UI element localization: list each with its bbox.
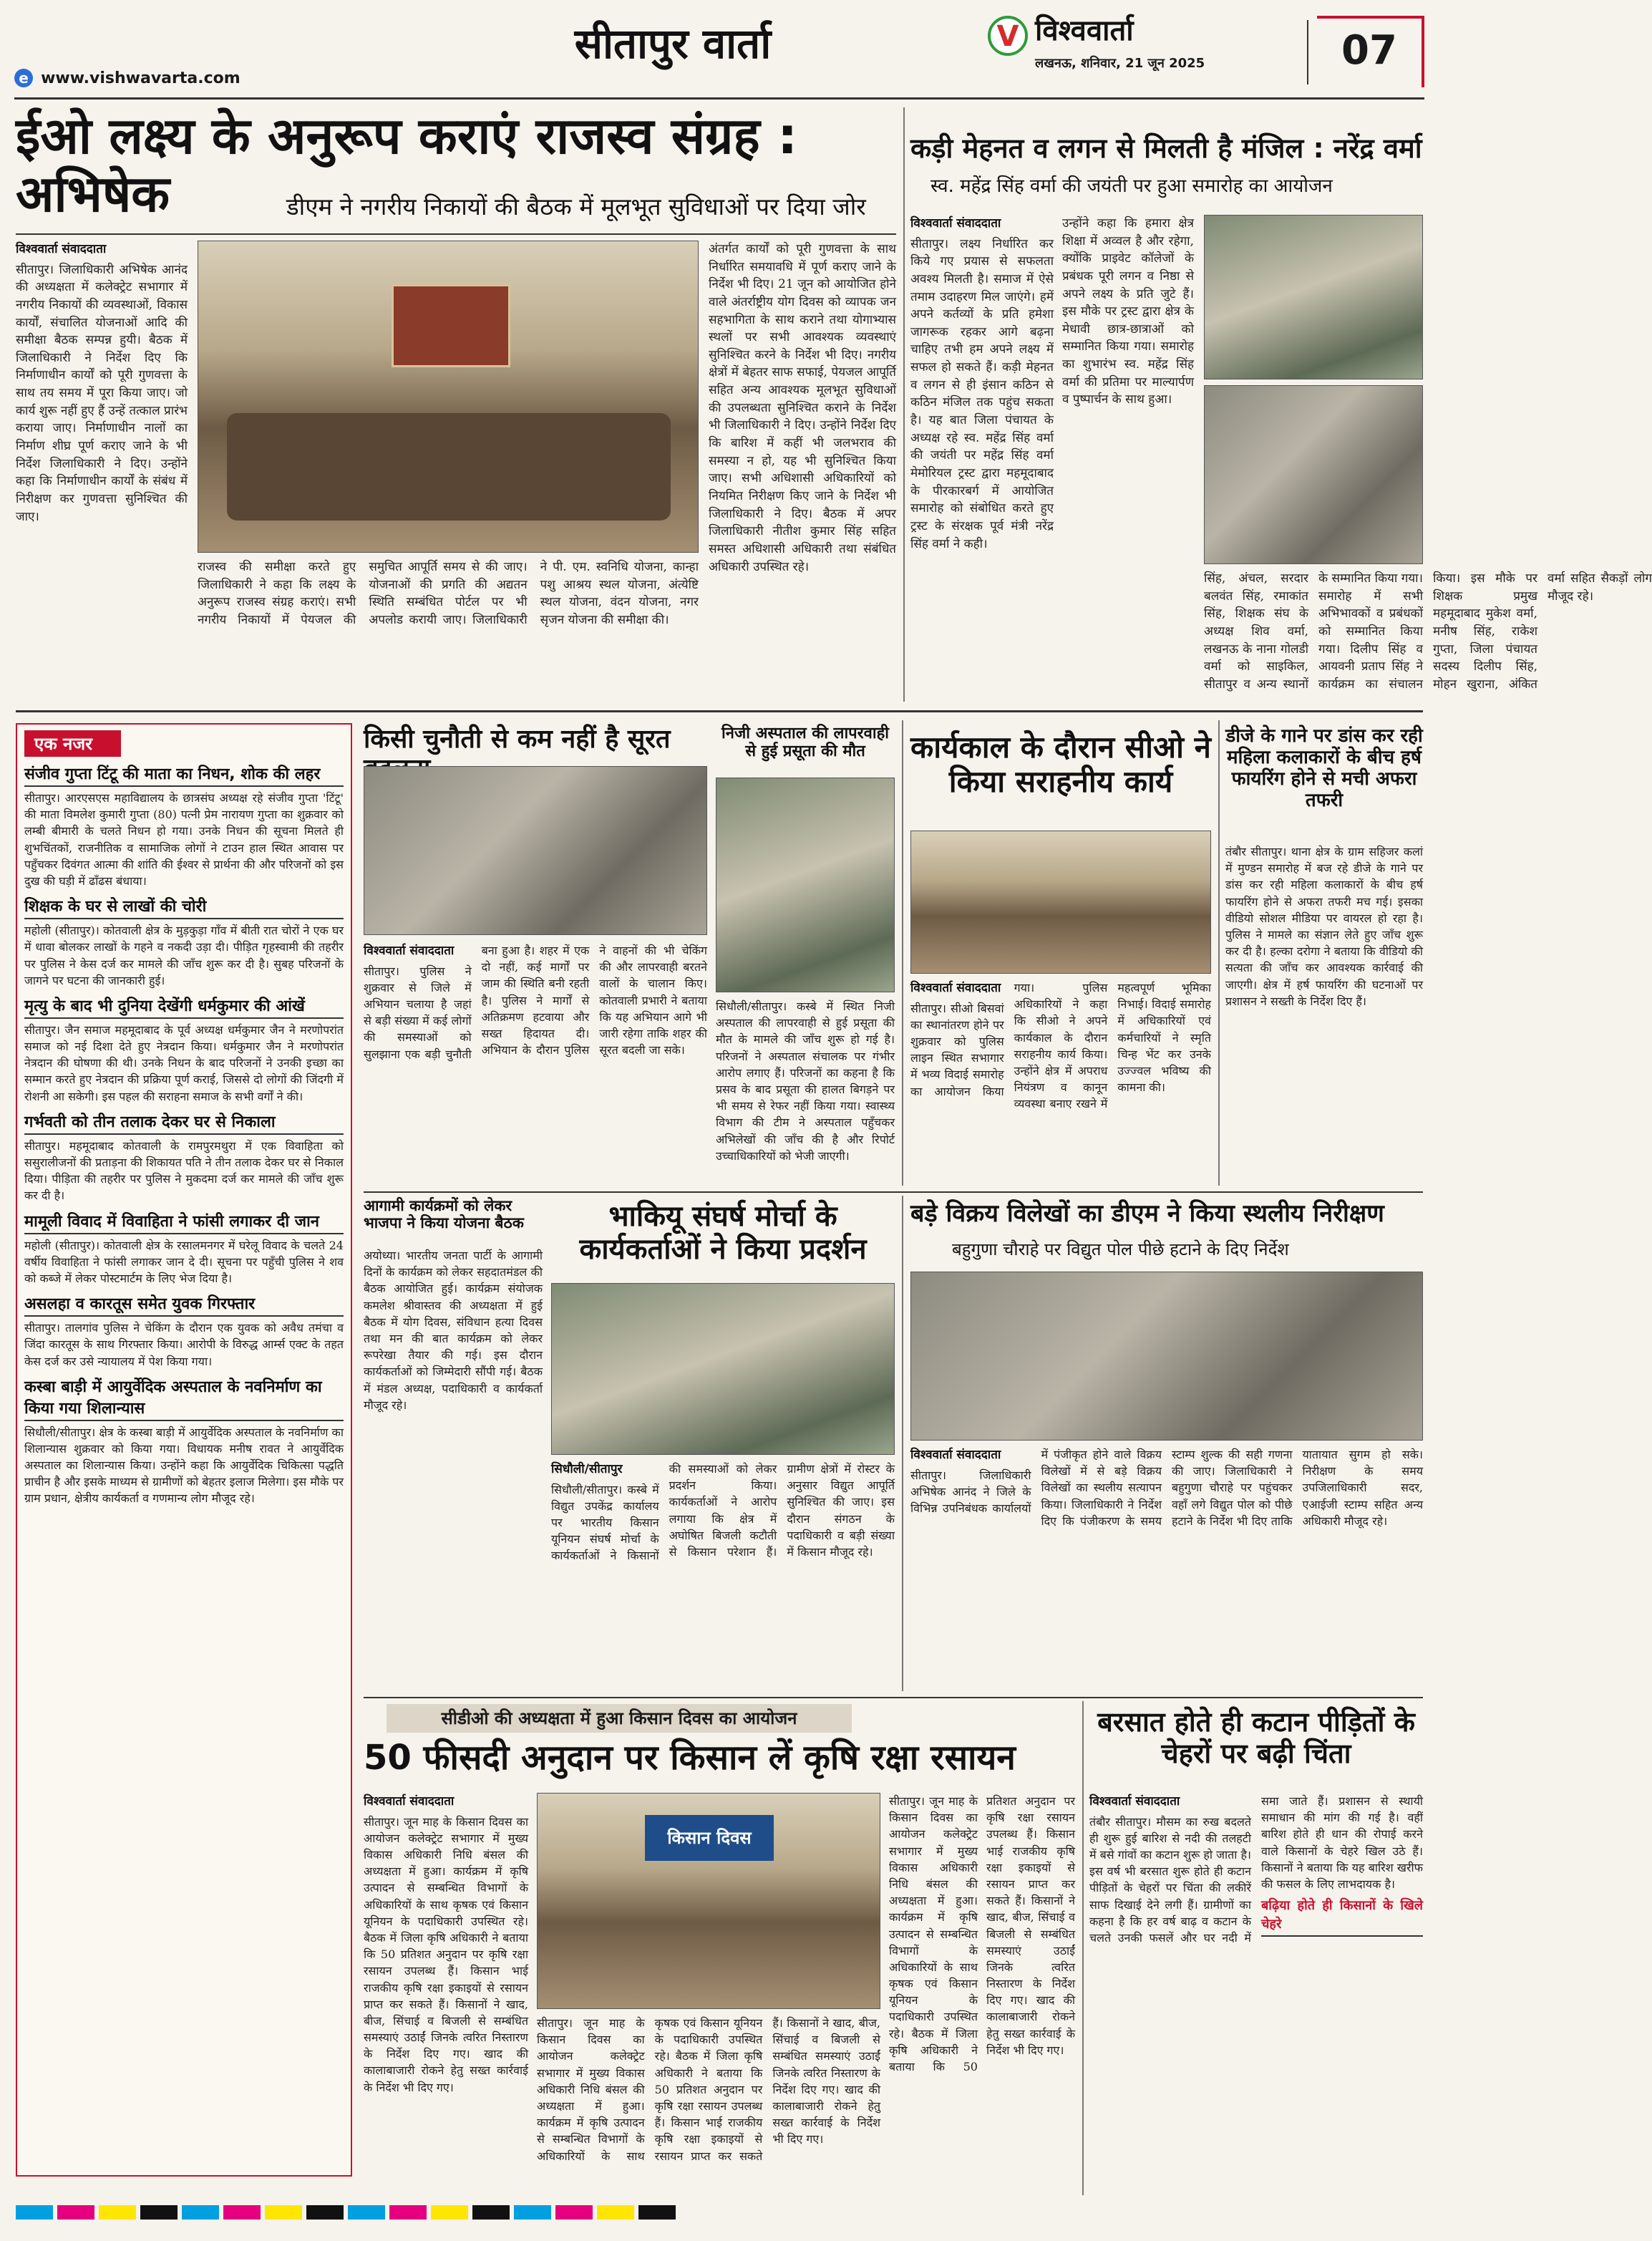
dm-vrule — [902, 1196, 903, 1691]
katan-text: तंबौर सीतापुर। मौसम का रुख बदलते ही शुरू हुई बारिश से नदी की तलहटी में बसे गांवों का कटान शुरू हो जाता है। इस वर्ष भी बरसात शुरू होते ही कटान पीड़ितों के चेहरों पर चिंता की लकीरें साफ दिखाई देने लगी हैं। ग्रामीणों का कहना है कि हर वर्ष बाढ़ व कटान के चलते उनकी फसलें और घर नदी में समा जाते हैं। प्रशासन से स्थायी समाधान की मांग की गई है। वहीं बारिश होते ही धान की रोपाई करने वाले किसानों के चेहरे खिल उठे हैं। किसानों ने बताया कि यह बारिश खरीफ की फसल के लिए लाभदायक है। — [1089, 1794, 1423, 1945]
agami-text: अयोध्या। भारतीय जनता पार्टी के आगामी दिनों के कार्यक्रम को लेकर सहदातमंडल की बैठक आयोजित हुई। कार्यक्रम संयोजक कमलेश श्रीवास्तव की अध्यक्षता में हुई बैठक में योग दिवस, संविधान हत्या दिवस तथा मन की बात कार्यक्रम को लेकर रूपरेखा तैयार की गई। इस दौरान कार्यकर्ताओं को जिम्मेदारी सौंपी गई। बैठक में मंडल अध्यक्ष, पदाधिकारी व कार्यकर्ता मौजूद रहे। — [364, 1249, 543, 1412]
reg-swatch — [140, 2205, 178, 2220]
katan-subheading: बढ़िया होते ही किसानों के खिले चेहरे — [1261, 1897, 1423, 1937]
reg-swatch — [16, 2205, 53, 2220]
meeting-table — [227, 413, 671, 521]
surat-photo — [364, 766, 707, 935]
kisan-col-3 — [889, 1793, 1075, 2194]
dm-inspect-subhead: बहुगुणा चौराहे पर विद्युत पोल पीछे हटाने के दिए निर्देश — [952, 1239, 1289, 1259]
reg-swatch — [555, 2205, 593, 2220]
reg-swatch — [472, 2205, 510, 2220]
lead-meeting-photo — [198, 241, 699, 553]
section-rule-3 — [364, 1697, 1423, 1698]
kisan-text: सीतापुर। जून माह के किसान दिवस का आयोजन कलेक्ट्रेट सभागार में मुख्य विकास अधिकारी निधि बंसल की अध्यक्षता में हुआ। कार्यक्रम में कृषि उत्पादन से सम्बन्धित विभागों के अधिकारियों के साथ कृषक एवं किसान यूनियन के पदाधिकारी उपस्थित रहे। बैठक में जिला कृषि अधिकारी ने बताया कि 50 प्रतिशत अनुदान पर कृषि रक्षा रसायन उपलब्ध हैं। किसान भाई राजकीय कृषि रक्षा इकाइयों से रसायन प्राप्त कर सकते हैं। किसानों ने खाद, बीज, सिंचाई व बिजली से सम्बंधित समस्याएं उठाईं जिनके त्वरित निस्तारण के निर्देश दिए गए। खाद की कालाबाजारी रोकने हेतु सख्त कार्रवाई के निर्देश भी दिए गए। — [364, 1814, 528, 2094]
lead-text-2: राजस्व की समीक्षा करते हुए जिलाधिकारी ने कहा कि लक्ष्य के अनुरूप राजस्व संग्रह कराएं। सभी नगरीय निकायों में पेयजल की समुचित आपूर्ति समय से की जाए। योजनाओं की प्रगति की अद्यतन स्थिति सम्बंधित पोर्टल पर भी अपलोड करायी जाए। जिलाधिकारी ने पी. एम. स्वनिधि योजना, कान्हा पशु आश्रय स्थल योजना, अंत्येष्टि स्थल योजना, वंदन योजना, नगर सृजन योजना की समीक्षा की। — [198, 560, 699, 627]
reg-swatch — [99, 2205, 136, 2220]
bhakiyu-headline: भाकियू संघर्ष मोर्चा के कार्यकर्ताओं ने किया प्रदर्शन — [579, 1200, 867, 1266]
top-right-text-3: सिंह, अंचल, सरदार बलवंत सिंह, रमाकांत सिंह, शिक्षक संघ के अध्यक्ष शिव वर्मा, लखनऊ के नाना गोलडी वर्मा को साइकिल, सीतापुर व अन्य स्थानों के सम्मानित किया गया। समारोह में सभी अभिभावकों व प्रबंधकों को सम्मानित किया गया। दिलीप सिंह व आयवनी प्रताप सिंह ने कार्यक्रम का संचालन किया। इस मौके पर शिक्षक प्रमुख महमूदाबाद मुकेश वर्मा, मनीष सिंह, राकेश गुप्ता, जिला पंचायत सदस्य दिलीप सिंह, मोहन खुराना, अंकित वर्मा सहित सैकड़ों लोग मौजूद रहे। — [1204, 571, 1652, 692]
ek-nazar-box — [16, 723, 352, 2177]
top-right-col-3 — [1204, 570, 1652, 703]
section-rule-2 — [364, 1191, 1423, 1193]
dm-inspect-body — [910, 1446, 1423, 1691]
surat-text: सीतापुर। पुलिस ने शुक्रवार से जिले में अभियान चलाया है जहां से बड़ी संख्या में कई लोगों की समस्याओं को सुलझाना एक बड़ी चुनौती बना हुआ है। शहर में एक दो नहीं, कई मार्गों पर जाम की स्थिति बनी रहती है। पुलिस ने मार्गों से अतिक्रमण हटवाया और सख्त हिदायत दी। अभियान के दौरान पुलिस ने वाहनों की भी चेकिंग की और लापरवाही बरतने वालों के चालान किए। कोतवाली प्रभारी ने बताया कि यह अभियान आगे भी जारी रहेगा ताकि शहर की सूरत बदली जा सके। — [364, 944, 707, 1061]
reg-swatch — [389, 2205, 427, 2220]
top-right-col-2 — [1062, 215, 1194, 702]
top-right-photo-1 — [1204, 215, 1423, 379]
kisan-headline: 50 फीसदी अनुदान पर किसान लें कृषि रक्षा रसायन — [364, 1738, 1016, 1778]
agami-headline: आगामी कार्यक्रमों को लेकर भाजपा ने किया योजना बैठक — [364, 1197, 524, 1232]
katan-body — [1089, 1793, 1423, 2194]
dj-vrule — [1218, 720, 1220, 1186]
page-number-box — [1317, 16, 1424, 87]
ek-nazar-item-title: गर्भवती को तीन तलाक देकर घर से निकाला — [24, 1110, 344, 1135]
kisan-text-repeat: सीतापुर। जून माह के किसान दिवस का आयोजन कलेक्ट्रेट सभागार में मुख्य विकास अधिकारी निधि बंसल की अध्यक्षता में हुआ। कार्यक्रम में कृषि उत्पादन से सम्बन्धित विभागों के अधिकारियों के साथ कृषक एवं किसान यूनियन के पदाधिकारी उपस्थित रहे। बैठक में जिला कृषि अधिकारी ने बताया कि 50 प्रतिशत अनुदान पर कृषि रक्षा रसायन उपलब्ध हैं। किसान भाई राजकीय कृषि रक्षा इकाइयों से रसायन प्राप्त कर सकते हैं। किसानों ने खाद, बीज, सिंचाई व बिजली से सम्बंधित समस्याएं उठाईं जिनके त्वरित निस्तारण के निर्देश दिए गए। खाद की कालाबाजारी रोकने हेतु सख्त कार्रवाई के निर्देश भी दिए गए। — [537, 2016, 880, 2163]
top-right-photo-2 — [1204, 385, 1423, 564]
lead-col-1 — [16, 241, 188, 703]
ek-nazar-item-title: मामूली विवाद में विवाहिता ने फांसी लगाकर दी जान — [24, 1210, 344, 1234]
dm-inspect-headline: बड़े विक्रय विलेखों का डीएम ने किया स्थलीय निरीक्षण — [910, 1199, 1384, 1228]
top-right-text-1: सीतापुर। लक्ष्य निर्धारित कर किये गए प्रयास से सफलता अवश्य मिलती है। समाज में ऐसे तमाम उदाहरण मिल जाएंगे। हमें अपने कर्तव्यों के प्रति हमेशा जागरूक रहकर आगे बढ़ना चाहिए तभी हम अपने लक्ष्य में सफल हो सकते हैं। कड़ी मेहनत व लगन से ही इंसान कठिन से कठिन मंजिल तक पहुंच सकता है। यह बात जिला पंचायत के अध्यक्ष रहे स्व. महेंद्र सिंह वर्मा की जयंती पर महेंद्र सिंह वर्मा मेमोरियल ट्रस्ट द्वारा महमूदाबाद के पीरकारबर्ग में आयोजित समारोह को संबोधित करते हुए ट्रस्ट के संरक्षक पूर्व मंत्री नरेंद्र सिंह वर्मा ने कही। — [910, 236, 1054, 551]
masthead-vrule — [1307, 20, 1308, 84]
dj-headline: डीजे के गाने पर डांस कर रही महिला कलाकारों के बीच हर्ष फायरिंग होने से मची अफरा तफरी — [1225, 725, 1423, 811]
bhakiyu-body — [551, 1461, 895, 1691]
katan-vrule — [1082, 1701, 1084, 2195]
hospital-body — [716, 998, 895, 1186]
ek-nazar-item — [24, 1210, 344, 1287]
lead-rule — [16, 233, 896, 235]
color-registration-bar — [16, 2205, 1423, 2227]
dj-body — [1225, 843, 1423, 1186]
katan-headline: बरसात होते ही कटान पीड़ितों के चेहरों पर बढ़ी चिंता — [1097, 1706, 1415, 1769]
ek-nazar-item — [24, 994, 344, 1105]
top-right-vrule — [903, 107, 905, 702]
sio-photo — [910, 831, 1211, 974]
reg-swatch — [265, 2205, 302, 2220]
reg-swatch — [597, 2205, 634, 2220]
ek-nazar-item-text: महोली (सीतापुर)। कोतवाली क्षेत्र के रसालमनगर में घरेलू विवाद के चलते 24 वर्षीय विवाहिता ने फांसी लगाकर जान दे दी। सूचना पर पहुँची पुलिस ने शव को कब्जे में लेकर पोस्टमार्टम के लिए भेज दिया है। — [24, 1238, 344, 1285]
sio-vrule — [902, 720, 903, 1186]
reg-swatch — [306, 2205, 344, 2220]
ek-nazar-item-text: महोली (सीतापुर)। कोतवाली क्षेत्र के मुड़कुड़ा गाँव में बीती रात चोरों ने एक घर में धावा बोलकर लाखों के गहने व नकदी उड़ा दी। पीड़ित गृहस्वामी की तहरीर पर पुलिस ने केस दर्ज कर मामले की जाँच शुरू कर दी है। सुबह परिजनों के जागने पर घटना की जानकारी हुई। — [24, 924, 344, 987]
reg-swatch — [638, 2205, 676, 2220]
ek-nazar-item-title: कस्बा बाड़ी में आयुर्वेदिक अस्पताल के नवनिर्माण का किया गया शिलान्यास — [24, 1375, 344, 1421]
top-right-subhead: स्व. महेंद्र सिंह वर्मा की जयंती पर हुआ समारोह का आयोजन — [931, 175, 1333, 197]
lead-col-2 — [198, 558, 699, 702]
ek-nazar-item-text: सीतापुर। महमूदाबाद कोतवाली के रामपुरमथुरा में एक विवाहिता को ससुरालीजनों की प्रताड़ना की शिकायत पति ने तीन तलाक देकर घर से निकाल दिया। पीड़िता की तहरीर पर पुलिस ने मुकदमा दर्ज कर मामले की जाँच शुरू कर दी है। — [24, 1138, 344, 1203]
ek-nazar-item-title: मृत्यु के बाद भी दुनिया देखेंगी धर्मकुमार की आंखें — [24, 994, 344, 1019]
ek-nazar-item — [24, 763, 344, 889]
surat-byline: विश्ववार्ता संवाददाता — [364, 944, 455, 958]
ek-nazar-item-text: सीतापुर। जैन समाज महमूदाबाद के पूर्व अध्यक्ष धर्मकुमार जैन ने मरणोपरांत समाज को नई दिशा देते हुए नेत्रदान किया। धर्मकुमार जैन ने मरणोपरांत नेत्रदान की घोषणा की थी। उनके निधन के बाद परिजनों ने उनकी इच्छा का सम्मान करते हुए नेत्रदान की प्रक्रिया पूर्ण कराई, जिससे दो लोगों की जिंदगी में रोशनी आ सकेगी। इस पहल की सराहना समाज के सभी वर्गों ने की। — [24, 1022, 344, 1103]
surat-headline: किसी चुनौती से कम नहीं है सूरत — [364, 725, 671, 754]
reg-swatch — [57, 2205, 94, 2220]
ek-nazar-label: एक नजर — [24, 730, 121, 757]
reg-swatch — [514, 2205, 551, 2220]
bhakiyu-byline: सिधौली/सीतापुर — [551, 1462, 623, 1476]
lead-headline: ईओ लक्ष्य के अनुरूप कराएं राजस्व संग्रह : अभिषेक — [16, 107, 798, 223]
section-title: सीतापुर वार्ता — [574, 19, 772, 68]
agami-body — [364, 1247, 543, 1691]
top-right-byline: विश्ववार्ता संवाददाता — [910, 216, 1001, 231]
masthead-rule — [14, 97, 1424, 100]
lead-text-3: अंतर्गत कार्यों को पूरी गुणवत्ता के साथ निर्धारित समयावधि में पूर्ण कराए जाने के निर्देश भी दिए। 21 जून को आयोजित होने वाले अंतर्राष्ट्रीय योग दिवस को व्यापक जन सहभागिता के साथ कराने तथा योगाभ्यास स्थलों पर सभी आवश्यक व्यवस्थाएं सुनिश्चित करने के निर्देश भी दिए। नगरीय क्षेत्रों में बेहतर साफ सफाई, पेयजल आपूर्ति सहित अन्य आवश्यक मूलभूत सुविधाओं की उपलब्धता सुनिश्चित कराने के निर्देश भी जिलाधिकारी ने दिए। उन्होंने निर्देश दिए कि बारिश में कहीं भी जलभराव की समस्या न हो, यह भी सुनिश्चित किया जाए। सभी अधिशासी अधिकारियों को नियमित निरीक्षण किए जाने के निर्देश भी जिलाधिकारी ने दिए। बैठक में अपर जिलाधिकारी नीतीश कुमार सिंह सहित समस्त अधिशासी अधिकारी तथा संबंधित अधिकारी उपस्थित रहे। — [709, 242, 896, 574]
ek-nazar-item-title: असलहा व कारतूस समेत युवक गिरफ्तार — [24, 1292, 344, 1317]
kisan-text-more: सीतापुर। जून माह के किसान दिवस का आयोजन कलेक्ट्रेट सभागार में मुख्य विकास अधिकारी निधि बंसल की अध्यक्षता में हुआ। कार्यक्रम में कृषि उत्पादन से सम्बन्धित विभागों के अधिकारियों के साथ कृषक एवं किसान यूनियन के पदाधिकारी उपस्थित रहे। बैठक में जिला कृषि अधिकारी ने बताया कि 50 प्रतिशत अनुदान पर कृषि रक्षा रसायन उपलब्ध हैं। किसान भाई राजकीय कृषि रक्षा इकाइयों से रसायन प्राप्त कर सकते हैं। किसानों ने खाद, बीज, सिंचाई व बिजली से सम्बंधित समस्याएं उठाईं जिनके त्वरित निस्तारण के निर्देश दिए गए। खाद की कालाबाजारी रोकने हेतु सख्त कार्रवाई के निर्देश भी दिए गए। — [889, 1794, 1075, 2073]
reg-swatch — [431, 2205, 468, 2220]
hospital-photo — [716, 778, 895, 992]
v-logo-icon: V — [996, 20, 1019, 53]
lead-col-3 — [709, 241, 896, 703]
kisan-col-2 — [537, 2015, 880, 2194]
dm-inspect-text: सीतापुर। जिलाधिकारी अभिषेक आनंद ने जिले के विभिन्न उपनिबंधक कार्यालयों में पंजीकृत होने वाले विक्रय विलेखों में से बड़े विक्रय विलेखों का स्थलीय सत्यापन किया। जिलाधिकारी ने निर्देश दिए कि पंजीकरण के समय स्टाम्प शुल्क की सही गणना की जाए। जिलाधिकारी ने बहुगुणा चौराहे पर पहुंचकर वहाँ लगे विद्युत पोल को पीछे हटाने के निर्देश भी दिए ताकि यातायात सुगम हो सके। निरीक्षण के समय उपजिलाधिकारी सदर, एआईजी स्टाम्प सहित अन्य अधिकारी मौजूद रहे। — [910, 1448, 1423, 1528]
reg-swatch — [348, 2205, 385, 2220]
dateline: लखनऊ, शनिवार, 21 जून 2025 — [1035, 56, 1205, 71]
surat-body — [364, 942, 707, 1186]
kisan-photo — [537, 1793, 880, 2009]
top-right-text-2: उन्होंने कहा कि हमारा क्षेत्र शिक्षा में अव्वल है और रहेगा, क्योंकि प्राइवेट कॉलेजों के प्रबंधक पूरी लगन व निष्ठा से अपने लक्ष्य के प्रति जुटे हैं। इस मौके पर ट्रस्ट द्वारा क्षेत्र के मेधावी छात्र-छात्राओं को सम्मानित किया गया। समारोह का शुभारंभ स्व. महेंद्र सिंह वर्मा की प्रतिमा पर माल्यार्पण व पुष्पार्चन के साथ हुआ। — [1062, 216, 1194, 407]
website-bar — [14, 69, 315, 95]
sio-text: सीतापुर। सीओ बिसवां का स्थानांतरण होने पर शुक्रवार को पुलिस लाइन स्थित सभागार में भव्य विदाई समारोह का आयोजन किया गया। पुलिस अधिकारियों ने कहा कि सीओ ने अपने कार्यकाल के दौरान सराहनीय कार्य किया। उन्होंने क्षेत्र में अपराध नियंत्रण व कानून व्यवस्था बनाए रखने में महत्वपूर्ण भूमिका निभाई। विदाई समारोह में अधिकारियों एवं कर्मचारियों ने स्मृति चिन्ह भेंट कर उनके उज्ज्वल भविष्य की कामना की। — [910, 981, 1211, 1111]
lead-byline: विश्ववार्ता संवाददाता — [16, 242, 107, 256]
masthead — [0, 0, 1437, 100]
sio-byline: विश्ववार्ता संवाददाता — [910, 981, 1001, 995]
kisan-kicker: सीडीओ की अध्यक्षता में हुआ किसान दिवस का आयोजन — [387, 1704, 852, 1733]
lead-subhead: डीएम ने नगरीय निकायों की बैठक में मूलभूत सुविधाओं पर दिया जोर — [286, 193, 866, 221]
sio-headline: कार्यकाल के दौरान सीओ ने किया सराहनीय कार्य — [910, 730, 1211, 800]
ek-nazar-item — [24, 1110, 344, 1204]
section-rule-1 — [16, 710, 1423, 712]
page-number: 07 — [1341, 27, 1397, 74]
kisan-byline: विश्ववार्ता संवाददाता — [364, 1794, 455, 1809]
kisan-col-1 — [364, 1793, 528, 2194]
reg-swatch — [223, 2205, 261, 2220]
kisan-banner: किसान दिवस — [645, 1815, 774, 1861]
bhakiyu-text: सिधौली/सीतापुर। कस्बे में विद्युत उपकेंद्र कार्यालय पर भारतीय किसान यूनियन संघर्ष मोर्चा के कार्यकर्ताओं ने किसानों की समस्याओं को लेकर प्रदर्शन किया। कार्यकर्ताओं ने आरोप लगाया कि क्षेत्र में अघोषित बिजली कटौती से किसान परेशान हैं। ग्रामीण क्षेत्रों में रोस्टर के अनुसार विद्युत आपूर्ति सुनिश्चित की जाए। इस दौरान संगठन के पदाधिकारी व बड़ी संख्या में किसान मौजूद रहे। — [551, 1462, 895, 1563]
ek-nazar-item — [24, 1375, 344, 1507]
brand-name: विश्ववार्ता — [1035, 14, 1134, 47]
katan-byline: विश्ववार्ता संवाददाता — [1089, 1794, 1180, 1809]
ek-nazar-item-text: सीतापुर। तालगांव पुलिस ने चेकिंग के दौरान एक युवक को अवैध तमंचा व जिंदा कारतूस के साथ गिरफ्तार किया। आरोपी के विरुद्ध आर्म्स एक्ट के तहत केस दर्ज कर उसे न्यायालय में पेश किया गया। — [24, 1321, 344, 1368]
ek-nazar-item — [24, 895, 344, 989]
ek-nazar-item-title: शिक्षक के घर से लाखों की चोरी — [24, 895, 344, 919]
nameplate — [392, 284, 510, 367]
ek-nazar-item-title: संजीव गुप्ता टिंटू की माता का निधन, शोक की लहर — [24, 763, 344, 787]
ek-nazar-item-text: सीतापुर। आरएसएस महाविद्यालय के छात्रसंघ अध्यक्ष रहे संजीव गुप्ता 'टिंटू' की माता विमलेश कुमारी गुप्ता (80) पत्नी प्रेम नारायण गुप्ता का शुक्रवार को लम्बी बीमारी के चलते निधन हो गया। उनके निधन की सूचना मिलते ही शुभचिंतकों, राजनीतिक व सामाजिक लोगों ने टाउन हाल स्थित आवास पर पहुँचकर दिवंगत आत्मा की शांति की ईश्वर से प्रार्थना की और परिजनों को इस दुख की घड़ी में ढाँढस बंधाया। — [24, 791, 344, 888]
ek-nazar-item-text: सिधौली/सीतापुर। क्षेत्र के कस्बा बाड़ी में आयुर्वेदिक अस्पताल के नवनिर्माण का शिलान्यास शुक्रवार को किया गया। विधायक मनीष रावत ने आयुर्वेदिक अस्पताल का शिलान्यास किया। उन्होंने कहा कि आयुर्वेदिक चिकित्सा पद्धति प्राचीन है और इसके माध्यम से ग्रामीणों को बेहतर इलाज मिलेगा। इस मौके पर ग्राम प्रधान, क्षेत्रीय कार्यकर्ता व गणमान्य लोग मौजूद रहे। — [24, 1425, 344, 1506]
lead-text-1: सीतापुर। जिलाधिकारी अभिषेक आनंद की अध्यक्षता में कलेक्ट्रेट सभागार में नगरीय निकायों की व्यवस्थाओं, विकास कार्यों, संचालित योजनाओं आदि की समीक्षा बैठक सम्पन्न हुयी। बैठक में जिलाधिकारी ने निर्देश दिए कि निर्माणाधीन कार्यों को पूरी गुणवत्ता के साथ तय समय में पूरा किया जाए। जो कार्य शुरू नहीं हुए हैं उन्हें तत्काल प्रारंभ कराया जाए। निर्माणाधीन नालों का निर्माण शीघ्र पूर्ण कराए जाने के भी निर्देश जिलाधिकारी ने दिए। उन्होंने कहा कि निर्माणाधीन कार्यों के संबंध में निरीक्षण कर गुणवत्ता सुनिश्चित की जाए। — [16, 262, 188, 524]
dm-inspect-photo — [910, 1272, 1423, 1441]
ek-nazar-item — [24, 1292, 344, 1370]
top-right-col-1 — [910, 215, 1054, 702]
ie-logo-icon: e — [14, 69, 33, 87]
dm-inspect-byline: विश्ववार्ता संवाददाता — [910, 1448, 1001, 1462]
website-url[interactable]: www.vishwavarta.com — [41, 69, 240, 87]
reg-swatch — [182, 2205, 219, 2220]
brand-logo — [988, 16, 1028, 56]
top-right-headline: कड़ी मेहनत व लगन से मिलती है मंजिल : नरेंद्र वर्मा — [910, 132, 1422, 164]
bhakiyu-photo — [551, 1283, 895, 1455]
hospital-text: सिधौली/सीतापुर। कस्बे में स्थित निजी अस्पताल की लापरवाही से हुई प्रसूता की मौत के मामले की जाँच शुरू हो गई है। परिजनों ने अस्पताल संचालक पर गंभीर आरोप लगाए हैं। परिजनों का कहना है कि प्रसव के बाद प्रसूता की हालत बिगड़ने पर भी समय से रेफर नहीं किया गया। स्वास्थ्य विभाग की टीम ने अस्पताल पहुँचकर अभिलेखों की जाँच की है और रिपोर्ट उच्चाधिकारियों को भेजी जाएगी। — [716, 1000, 895, 1163]
dj-text: तंबौर सीतापुर। थाना क्षेत्र के ग्राम सहिजर कलां में मुण्डन समारोह में बज रहे डीजे के गाने पर डांस कर रही महिला कलाकारों के बीच हर्ष फायरिंग होने से अफरा तफरी मच गई। इसका वीडियो सोशल मीडिया पर वायरल हो रहा है। पुलिस ने मामले का संज्ञान लेते हुए जाँच शुरू कर दी है। हल्का दरोगा ने बताया कि वीडियो की सत्यता की जाँच कर आवश्यक कार्रवाई की जाएगी। क्षेत्र में हर्ष फायरिंग की घटनाओं पर प्रशासन ने सख्ती के निर्देश दिए हैं। — [1225, 845, 1423, 1008]
hospital-headline: निजी अस्पताल की लापरवाही से हुई प्रसूता की मौत — [721, 725, 889, 761]
sio-body — [910, 979, 1211, 1186]
